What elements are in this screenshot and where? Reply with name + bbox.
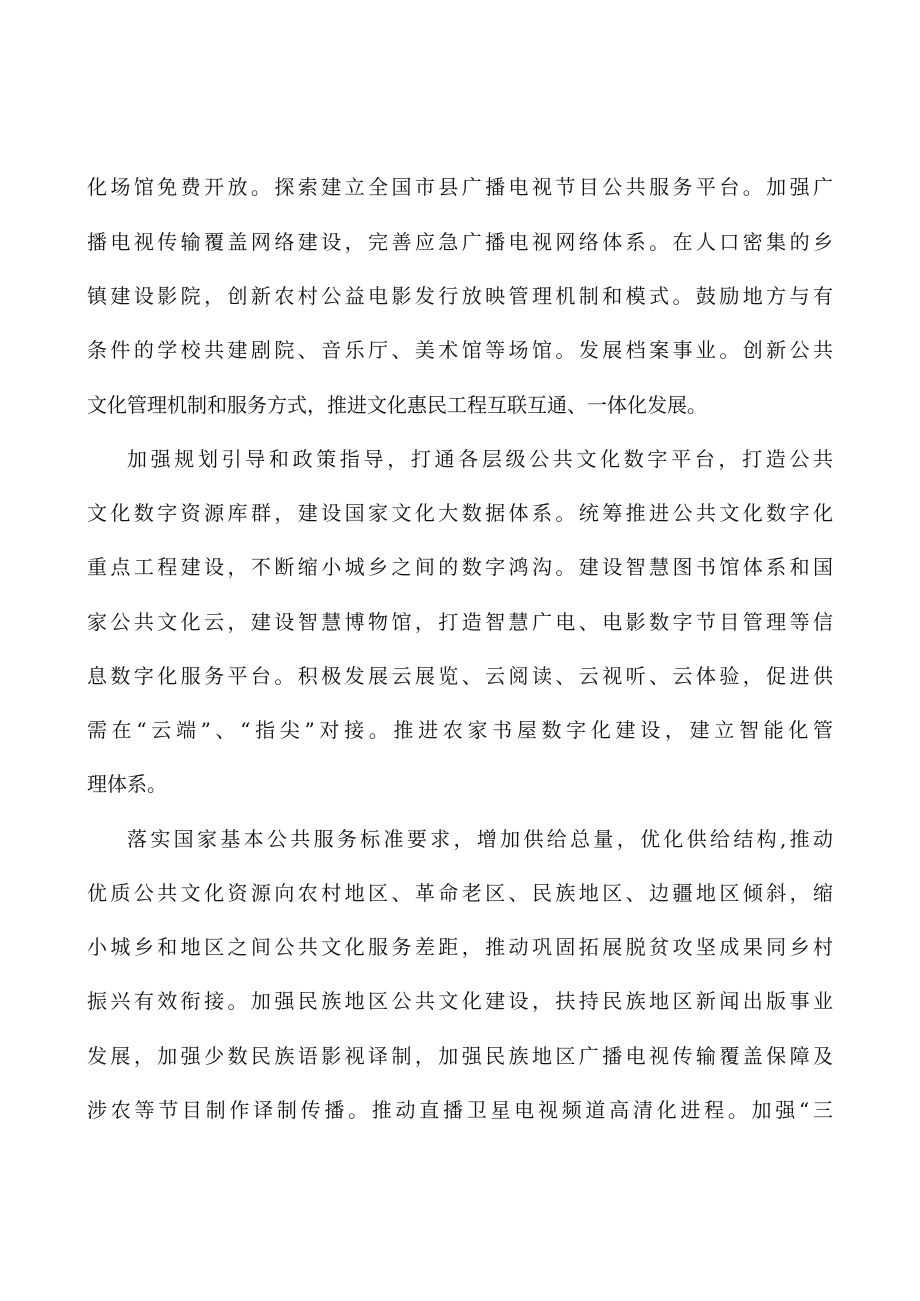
paragraph-3-line-3: 小城乡和地区之间公共文化服务差距，推动巩固拓展脱贫攻坚成果同乡村	[87, 935, 833, 959]
paragraph-2-line-2: 文化数字资源库群，建设国家文化大数据体系。统筹推进公共文化数字化	[87, 501, 833, 525]
paragraph-1-line-1: 化场馆免费开放。探索建立全国市县广播电视节目公共服务平台。加强广	[87, 175, 833, 199]
paragraph-2-line-4: 家公共文化云，建设智慧博物馆，打造智慧广电、电影数字节目管理等信	[87, 610, 833, 634]
paragraph-3-line-4: 振兴有效衔接。加强民族地区公共文化建设，扶持民族地区新闻出版事业	[87, 989, 833, 1013]
paragraph-2-line-1: 加强规划引导和政策指导，打通各层级公共文化数字平台，打造公共	[127, 447, 833, 471]
paragraph-2-line-6: 需在“云端”、“指尖”对接。推进农家书屋数字化建设，建立智能化管	[87, 718, 833, 742]
paragraph-2-line-7: 理体系。	[87, 772, 167, 796]
paragraph-3-line-2: 优质公共文化资源向农村地区、革命老区、民族地区、边疆地区倾斜，缩	[87, 881, 833, 905]
paragraph-3-line-5: 发展，加强少数民族语影视译制，加强民族地区广播电视传输覆盖保障及	[87, 1044, 833, 1068]
paragraph-1-line-5: 文化管理机制和服务方式，推进文化惠民工程互联互通、一体化发展。	[87, 393, 707, 417]
paragraph-1-line-2: 播电视传输覆盖网络建设，完善应急广播电视网络体系。在人口密集的乡	[87, 230, 833, 254]
paragraph-1-line-4: 条件的学校共建剧院、音乐厅、美术馆等场馆。发展档案事业。创新公共	[87, 338, 833, 362]
paragraph-3-line-1: 落实国家基本公共服务标准要求，增加供给总量，优化供给结构,推动	[127, 827, 833, 851]
paragraph-2-line-3: 重点工程建设，不断缩小城乡之间的数字鸿沟。建设智慧图书馆体系和国	[87, 555, 833, 579]
paragraph-1-line-3: 镇建设影院，创新农村公益电影发行放映管理机制和模式。鼓励地方与有	[87, 284, 833, 308]
paragraph-3-line-6: 涉农等节目制作译制传播。推动直播卫星电视频道高清化进程。加强“三	[87, 1098, 833, 1122]
paragraph-2-line-5: 息数字化服务平台。积极发展云展览、云阅读、云视听、云体验，促进供	[87, 664, 833, 688]
